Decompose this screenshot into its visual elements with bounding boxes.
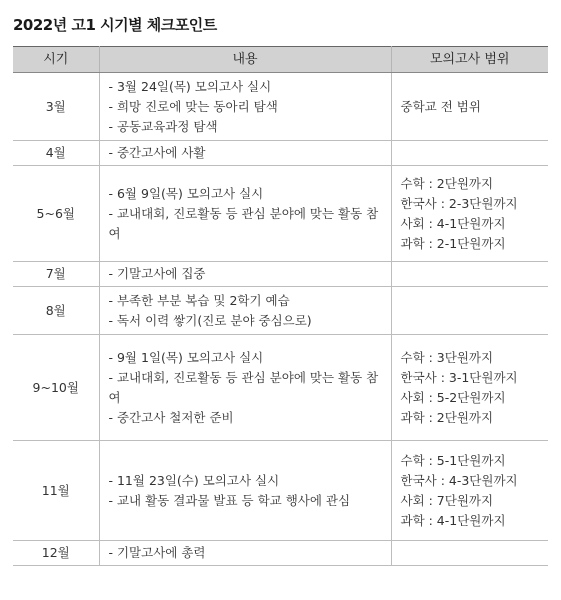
content-line: - 부족한 부분 복습 및 2학기 예습 — [108, 292, 290, 308]
content-cell — [99, 262, 391, 287]
range-cell — [391, 141, 548, 166]
table-row — [13, 441, 548, 541]
header-content: 내용 — [99, 47, 391, 73]
content-line: - 교내대회, 진로활동 등 관심 분야에 맞는 활동 참여 — [108, 205, 379, 241]
content-line: - 중간고사에 사활 — [108, 145, 206, 160]
period-cell: 3월 — [13, 73, 99, 141]
content-line: - 희망 진로에 맞는 동아리 탐색 — [108, 98, 278, 114]
period-cell: 9~10월 — [13, 335, 99, 441]
period-cell: 4월 — [13, 141, 99, 166]
range-cell — [391, 73, 548, 141]
range-line: 사회 : 7단원까지 — [400, 492, 494, 508]
table-row — [13, 541, 548, 566]
content-cell — [99, 441, 391, 541]
table-row — [13, 141, 548, 166]
content-cell — [99, 287, 391, 335]
content-line: - 11월 23일(수) 모의고사 실시 — [108, 472, 280, 488]
period-cell: 5~6월 — [13, 166, 99, 262]
range-cell — [391, 441, 548, 541]
period-cell: 7월 — [13, 262, 99, 287]
range-cell — [391, 541, 548, 566]
range-line: 수학 : 2단원까지 — [400, 175, 494, 191]
period-cell: 12월 — [13, 541, 99, 566]
content-line: - 기말고사에 총력 — [108, 545, 206, 560]
range-line: 한국사 : 3-1단원까지 — [400, 369, 518, 385]
content-cell — [99, 541, 391, 566]
range-line: 사회 : 4-1단원까지 — [400, 215, 506, 231]
content-cell — [99, 166, 391, 262]
range-line: 수학 : 3단원까지 — [400, 349, 494, 365]
checkpoint-table — [13, 46, 548, 566]
table-row — [13, 287, 548, 335]
content-line: - 6월 9일(목) 모의고사 실시 — [108, 185, 264, 201]
range-line: 한국사 : 2-3단원까지 — [400, 195, 518, 211]
header-range: 모의고사 범위 — [391, 47, 548, 73]
range-line: 과학 : 4-1단원까지 — [400, 512, 506, 528]
range-cell — [391, 335, 548, 441]
range-line: 사회 : 5-2단원까지 — [400, 389, 506, 405]
table-row — [13, 166, 548, 262]
range-line: 한국사 : 4-3단원까지 — [400, 472, 518, 488]
content-line: - 9월 1일(목) 모의고사 실시 — [108, 349, 264, 365]
content-cell — [99, 73, 391, 141]
header-period: 시기 — [13, 47, 99, 73]
table-row — [13, 335, 548, 441]
content-line: - 교내 활동 결과물 발표 등 학교 행사에 관심 — [108, 492, 351, 508]
content-line: - 공동교육과정 탐색 — [108, 118, 218, 134]
period-cell: 11월 — [13, 441, 99, 541]
content-cell — [99, 141, 391, 166]
content-line: - 독서 이력 쌓기(진로 분야 중심으로) — [108, 312, 312, 328]
range-cell — [391, 287, 548, 335]
range-line: 과학 : 2-1단원까지 — [400, 235, 506, 251]
range-line: 과학 : 2단원까지 — [400, 409, 494, 425]
content-line: - 교내대회, 진로활동 등 관심 분야에 맞는 활동 참여 — [108, 369, 379, 405]
table-header-row — [13, 47, 548, 73]
content-line: - 3월 24일(목) 모의고사 실시 — [108, 78, 272, 94]
period-cell: 8월 — [13, 287, 99, 335]
content-cell — [99, 335, 391, 441]
content-line: - 기말고사에 집중 — [108, 266, 206, 281]
range-line: 수학 : 5-1단원까지 — [400, 452, 506, 468]
table-row — [13, 73, 548, 141]
range-cell — [391, 262, 548, 287]
range-line: 중학교 전 범위 — [400, 98, 481, 114]
range-cell — [391, 166, 548, 262]
content-line: - 중간고사 철저한 준비 — [108, 409, 234, 425]
table-row — [13, 262, 548, 287]
page-title: 2022년 고1 시기별 체크포인트 — [13, 16, 217, 34]
